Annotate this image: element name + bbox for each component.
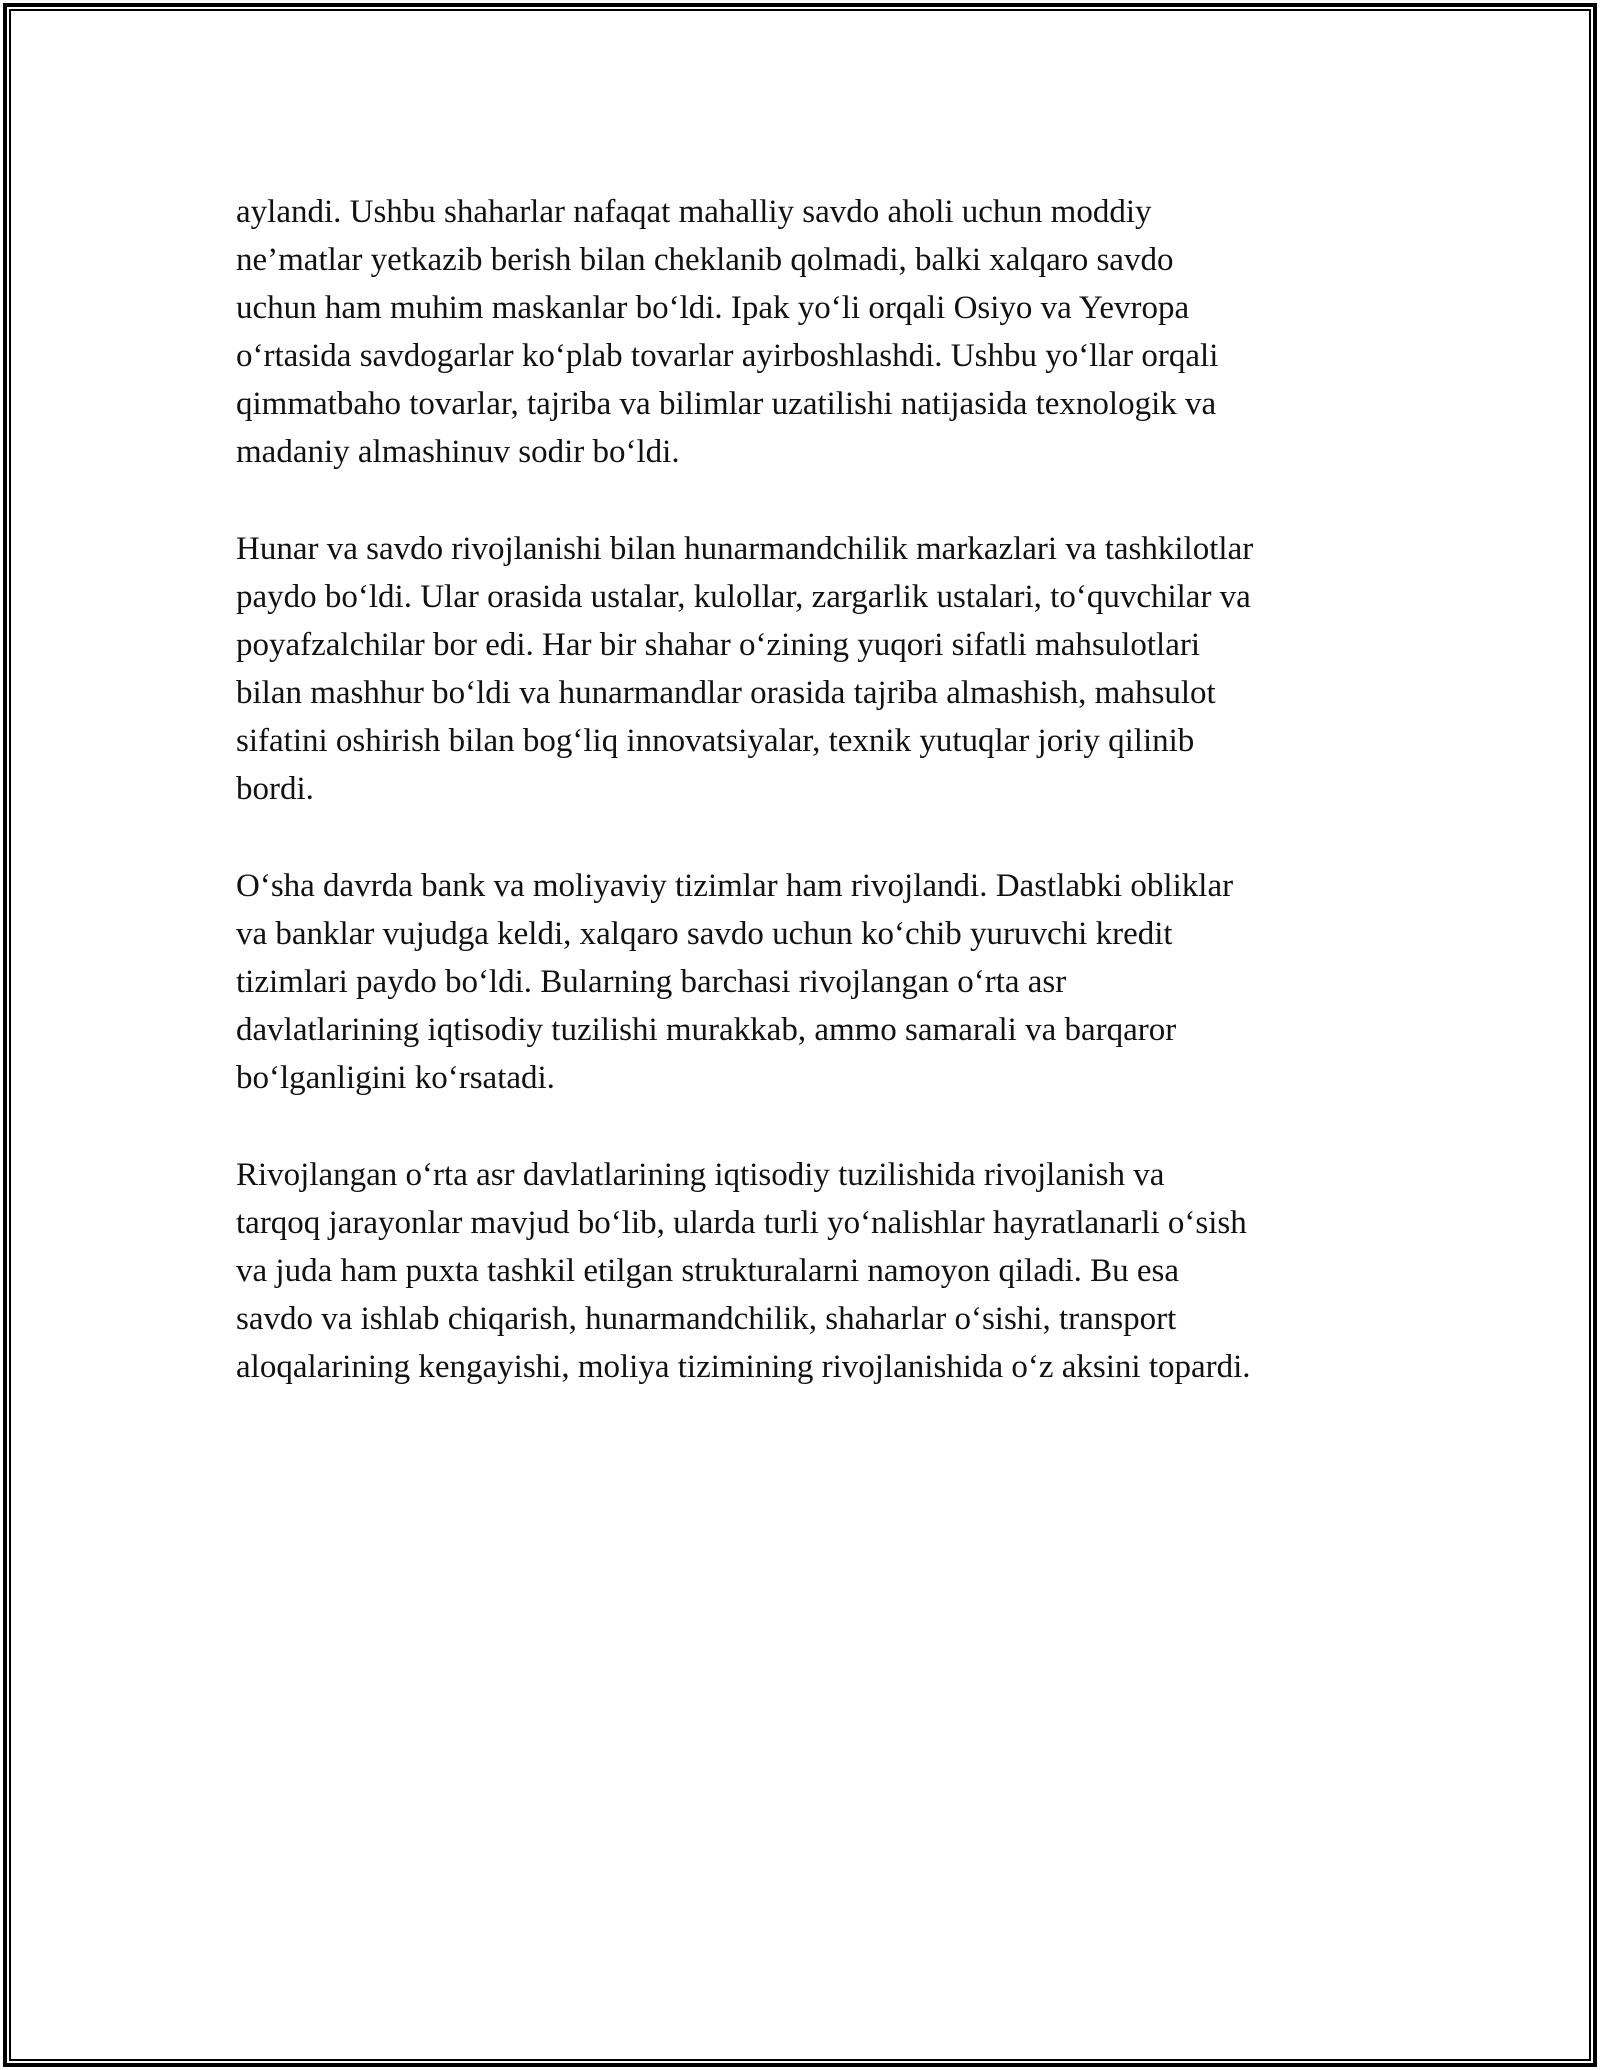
text-line: O‘sha davrda bank va moliyaviy tizimlar ham rivojlandi. Dastlabki obliklar	[236, 868, 1234, 904]
text-line: uchun ham muhim maskanlar bo‘ldi. Ipak yo‘li orqali Osiyo va Yevropa	[236, 290, 1190, 326]
text-line: aylandi. Ushbu shaharlar nafaqat mahalliy savdo aholi uchun moddiy	[236, 194, 1152, 230]
text-line: tizimlari paydo bo‘ldi. Bularning barchasi rivojlangan o‘rta asr	[236, 964, 1067, 1000]
text-line: o‘rtasida savdogarlar ko‘plab tovarlar ayirboshlashdi. Ushbu yo‘llar orqali	[236, 338, 1219, 374]
text-line: bordi.	[236, 771, 314, 807]
text-line: davlatlarining iqtisodiy tuzilishi murakkab, ammo samarali va barqaror	[236, 1012, 1177, 1048]
paragraph-4	[236, 1151, 1386, 1391]
text-line: va juda ham puxta tashkil etilgan strukturalarni namoyon qiladi. Bu esa	[236, 1253, 1180, 1289]
text-line: poyafzalchilar bor edi. Har bir shahar o‘zining yuqori sifatli mahsulotlari	[236, 627, 1201, 663]
text-line: qimmatbaho tovarlar, tajriba va bilimlar uzatilishi natijasida texnologik va	[236, 386, 1217, 422]
document-body	[236, 188, 1386, 1440]
text-line: paydo bo‘ldi. Ular orasida ustalar, kulollar, zargarlik ustalari, to‘quvchilar va	[236, 579, 1251, 615]
text-line: tarqoq jarayonlar mavjud bo‘lib, ularda turli yo‘nalishlar hayratlanarli o‘sish	[236, 1205, 1247, 1241]
text-line: sifatini oshirish bilan bog‘liq innovatsiyalar, texnik yutuqlar joriy qilinib	[236, 723, 1195, 759]
paragraph-3	[236, 862, 1386, 1102]
text-line: bo‘lganligini ko‘rsatadi.	[236, 1060, 555, 1096]
text-line: madaniy almashinuv sodir bo‘ldi.	[236, 434, 680, 470]
text-line: Hunar va savdo rivojlanishi bilan hunarmandchilik markazlari va tashkilotlar	[236, 531, 1254, 567]
text-line: aloqalarining kengayishi, moliya tizimining rivojlanishida o‘z aksini topardi.	[236, 1349, 1251, 1385]
paragraph-2	[236, 525, 1386, 813]
text-line: savdo va ishlab chiqarish, hunarmandchilik, shaharlar o‘sishi, transport	[236, 1301, 1177, 1337]
paragraph-1	[236, 188, 1386, 476]
text-line: va banklar vujudga keldi, xalqaro savdo uchun ko‘chib yuruvchi kredit	[236, 916, 1173, 952]
text-line: Rivojlangan o‘rta asr davlatlarining iqtisodiy tuzilishida rivojlanish va	[236, 1157, 1165, 1193]
text-line: ne’matlar yetkazib berish bilan cheklanib qolmadi, balki xalqaro savdo	[236, 242, 1174, 278]
text-line: bilan mashhur bo‘ldi va hunarmandlar orasida tajriba almashish, mahsulot	[236, 675, 1216, 711]
